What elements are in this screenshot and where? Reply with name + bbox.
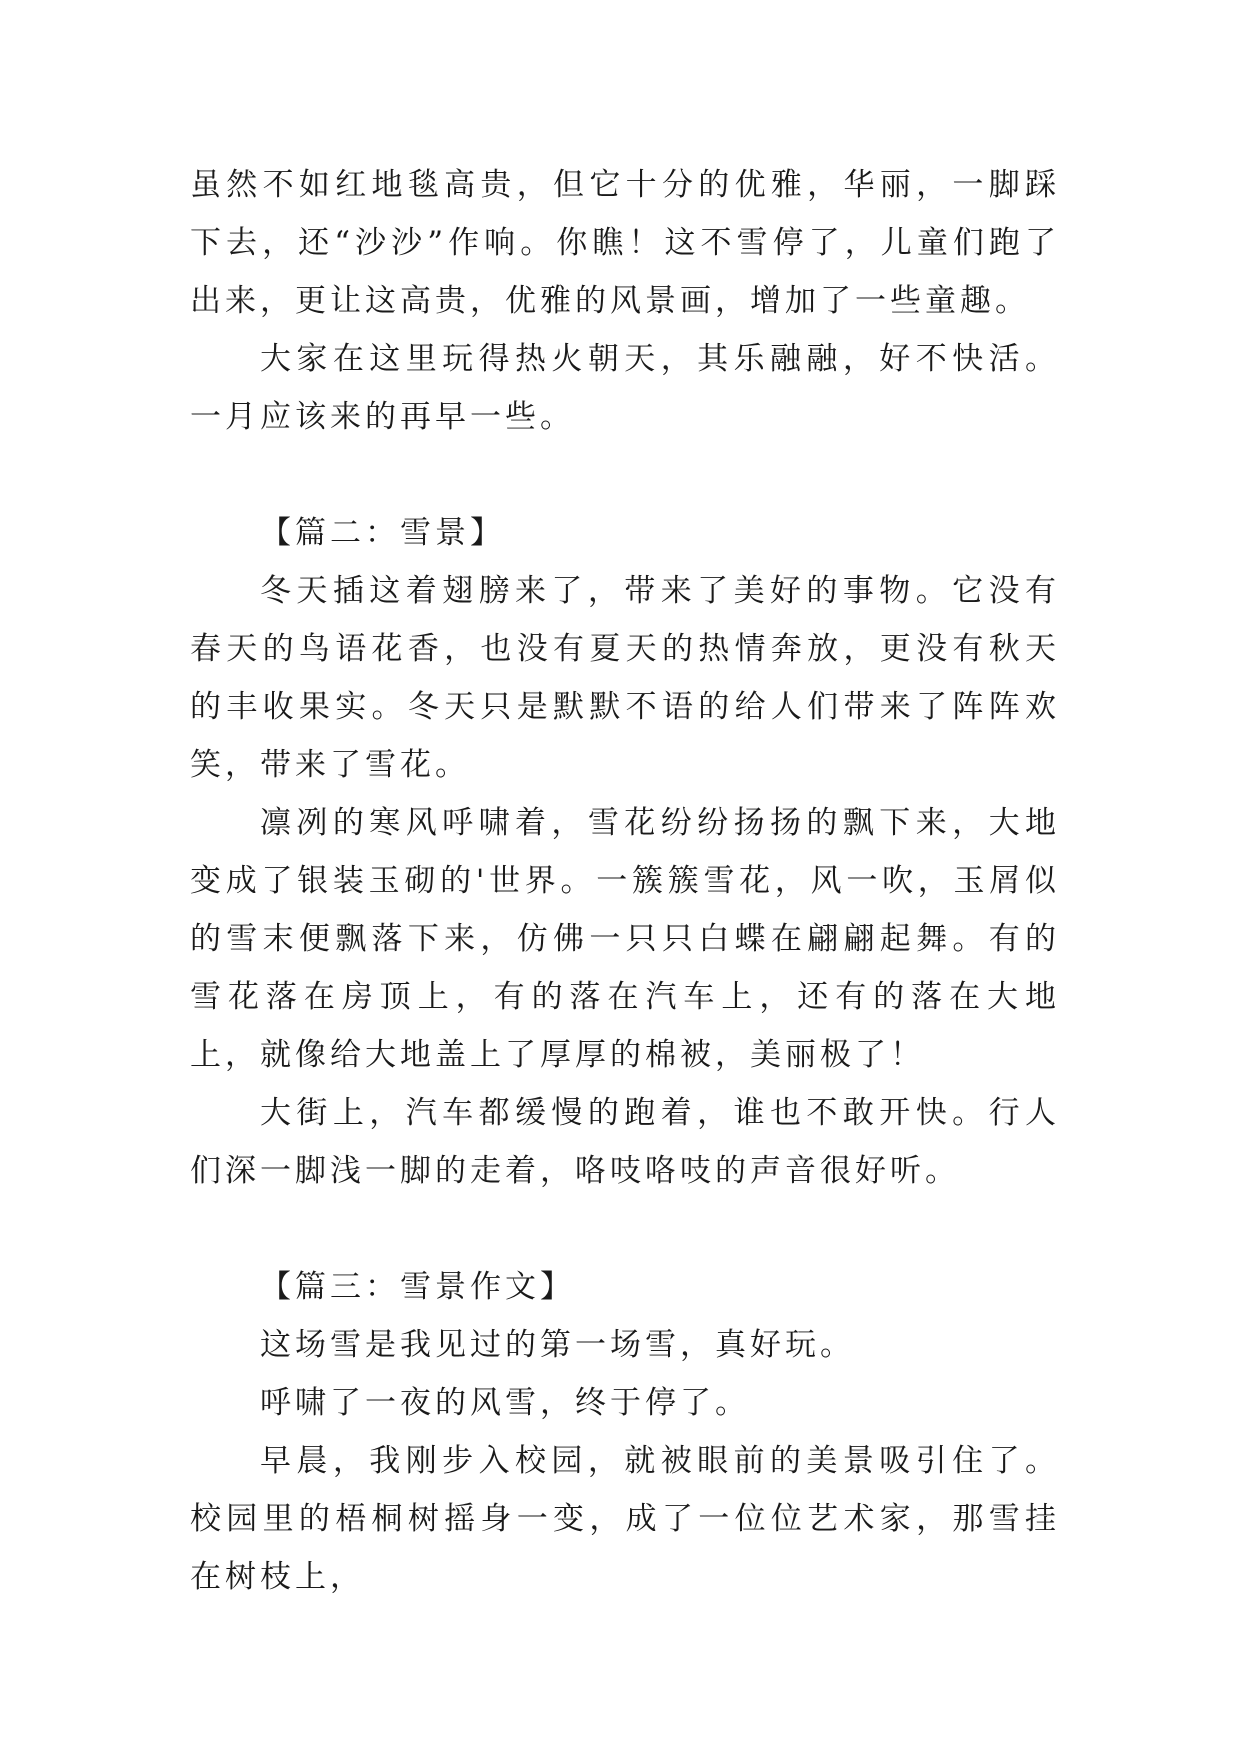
section-heading: 【篇二：雪景】 (260, 515, 505, 551)
paragraph: 凛冽的寒风呼啸着，雪花纷纷扬扬的飘下来，大地变成了银装玉砌的'世界。一簇簇雪花，风一吹，玉屑似的雪末便飘落下来，仿佛一只只白蝶在翩翩起舞。有的雪花落在房顶上，有的落在汽车上，还有的落在大地上，就像给大地盖上了厚厚的棉被，美丽极了！ (190, 805, 1060, 1073)
paragraph: 早晨，我刚步入校园，就被眼前的美景吸引住了。校园里的梧桐树摇身一变，成了一位位艺术家，那雪挂在树枝上， (190, 1443, 1060, 1595)
document-body (190, 156, 1060, 1606)
section-spacer (190, 1200, 1060, 1258)
section-spacer (190, 446, 1060, 504)
paragraph: 大家在这里玩得热火朝天，其乐融融，好不快活。一月应该来的再早一些。 (190, 341, 1060, 435)
paragraph: 大街上，汽车都缓慢的跑着，谁也不敢开快。行人们深一脚浅一脚的走着，咯吱咯吱的声音很好听。 (190, 1095, 1060, 1189)
paragraph: 这场雪是我见过的第一场雪，真好玩。 (260, 1327, 855, 1363)
paragraph: 呼啸了一夜的风雪，终于停了。 (260, 1385, 750, 1421)
section-heading: 【篇三：雪景作文】 (260, 1269, 575, 1305)
paragraph: 冬天插这着翅膀来了，带来了美好的事物。它没有春天的鸟语花香，也没有夏天的热情奔放，更没有秋天的丰收果实。冬天只是默默不语的给人们带来了阵阵欢笑，带来了雪花。 (190, 573, 1060, 783)
paragraph: 虽然不如红地毯高贵，但它十分的优雅，华丽，一脚踩下去，还“沙沙”作响。你瞧！这不雪停了，儿童们跑了出来，更让这高贵，优雅的风景画，增加了一些童趣。 (190, 167, 1060, 319)
